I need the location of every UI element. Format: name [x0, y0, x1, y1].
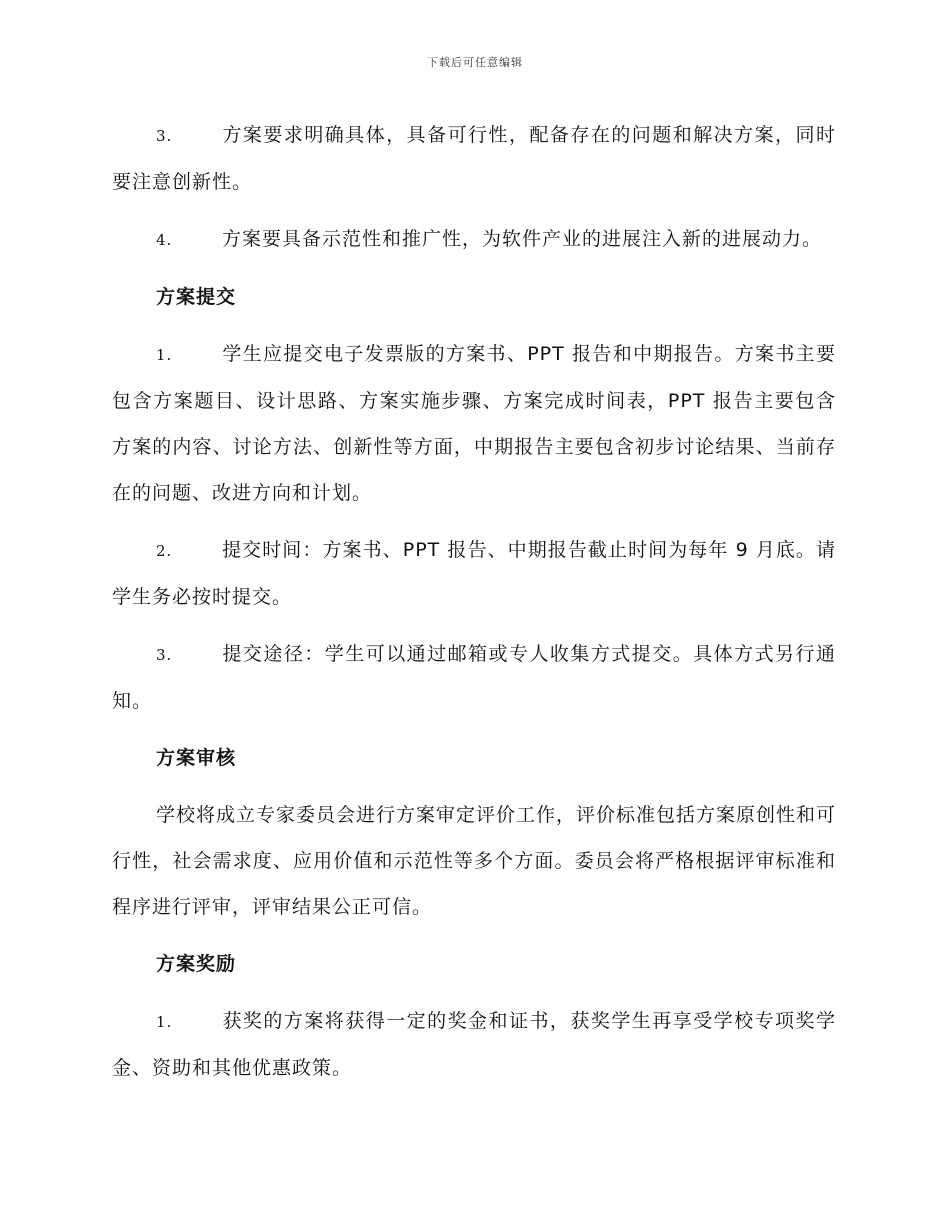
- list-number: 3.: [156, 646, 173, 664]
- list-text: 学生应提交电子发票版的方案书、PPT 报告和中期报告。方案书主要包含方案题目、设计思路、方案实施步骤、方案完成时间表，PPT 报告主要包含方案的内容、讨论方法、创新性等方面，中期报告主要包含初步讨论结果、当前存在的问题、改进方向和计划。: [112, 343, 836, 504]
- section-heading-award: 方案奖励: [156, 953, 237, 975]
- list-text: 提交途径：学生可以通过邮箱或专人收集方式提交。具体方式另行通知。: [112, 643, 836, 712]
- document-body: [112, 112, 836, 1102]
- list-text: 提交时间：方案书、PPT 报告、中期报告截止时间为每年 9 月底。请学生务必按时提交。: [112, 539, 836, 608]
- list-number: 1.: [156, 1013, 173, 1031]
- list-number: 4.: [156, 231, 173, 249]
- list-number: 3.: [156, 127, 173, 145]
- list-item: [112, 331, 836, 516]
- page-header: 下载后可任意编辑: [427, 56, 523, 69]
- list-number: 2.: [156, 542, 173, 560]
- paragraph: 学校将成立专家委员会进行方案审定评价工作，评价标准包括方案原创性和可行性，社会需求度、应用价值和示范性等多个方面。委员会将严格根据评审标准和程序进行评审，评审结果公正可信。: [112, 804, 837, 918]
- section-heading-review: 方案审核: [156, 747, 237, 769]
- list-item: [112, 527, 836, 620]
- list-item: [112, 998, 836, 1091]
- list-text: 获奖的方案将获得一定的奖金和证书，获奖学生再享受学校专项奖学金、资助和其他优惠政策。: [112, 1010, 836, 1079]
- list-item: [112, 631, 836, 724]
- list-item: [112, 216, 836, 263]
- list-text: 方案要求明确具体，具备可行性，配备存在的问题和解决方案，同时要注意创新性。: [112, 124, 836, 193]
- section-heading-submission: 方案提交: [156, 286, 237, 308]
- list-item: [112, 112, 836, 205]
- list-text: 方案要具备示范性和推广性，为软件产业的进展注入新的进展动力。: [222, 228, 823, 250]
- list-number: 1.: [156, 346, 173, 364]
